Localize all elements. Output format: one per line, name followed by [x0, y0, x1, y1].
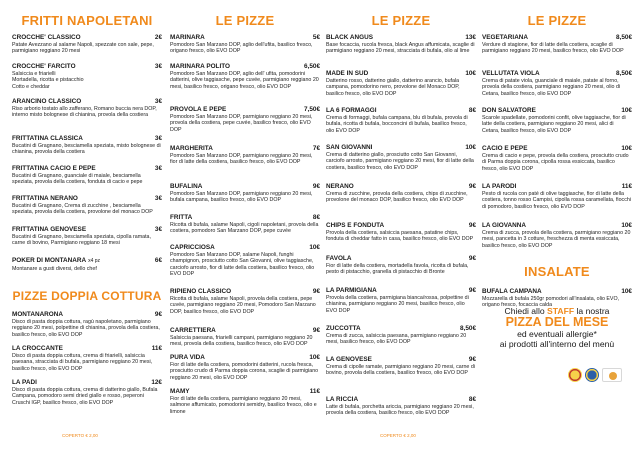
item-description: Pomodoro San Marzano DOP, parmigiano reggiano 20 mesi, bufala campana, basilico fresco, olio EVO DOP — [170, 190, 313, 204]
item-price: 9€ — [468, 287, 476, 294]
item-price: 7,50€ — [304, 106, 320, 113]
item-description: Crema di cipolle ramate, parmigiano reggiano 20 mesi, carne di bovino, provola della costiera, basilico fresco, olio EVO DOP — [326, 363, 475, 377]
item-price: 6€ — [154, 257, 162, 264]
item-price: 9€ — [312, 288, 320, 295]
menu-item-margherita — [170, 145, 320, 166]
item-description: Fior di latte della costiera, parmigiano reggiano 20 mesi, salmone affumicato, pomodorini semidry, basilico fresco, olio e limone — [170, 395, 317, 415]
item-description: Disco di pasta doppia cottura, crema di friarielli, salsiccia paesana, stracciata di bufala, parmigiano reggiano 20 mesi, basilico fresco, olio EVO DOP — [12, 352, 153, 372]
item-price: 8€ — [312, 214, 320, 221]
item-price: 2€ — [154, 34, 162, 41]
item-name: PROVOLA E PEPE — [170, 106, 227, 113]
item-name: BUFALA CAMPANA — [482, 288, 542, 295]
item-price: 10€ — [621, 145, 632, 152]
menu-item-crocche-farcito — [12, 63, 162, 90]
item-description: Pomodoro San Marzano DOP, aglio dell'ufita, basilico fresco, origano fresco, olio EVO DOP — [170, 41, 313, 55]
item-price: 11€ — [151, 345, 162, 352]
item-price: 3€ — [154, 63, 162, 70]
item-description: Crema di zucca, provola della costiera, parmigiano reggiano 20 mesi, pancetta in 3 cotture, freschezza di menta essiccata, basilico fresco, olio EVO DOP — [482, 229, 631, 249]
item-description: Bucatini di Gragnano, guanciale di maiale, besciamella speziata, provola della costiera, fonduta di cacio e pepe — [12, 172, 143, 186]
menu-item-header — [170, 244, 320, 251]
promo-line-4: ai prodotti all'interno del menù — [499, 339, 615, 349]
menu-item-header — [170, 288, 320, 295]
menu-item-bufalina — [170, 183, 320, 204]
item-price: 7€ — [312, 145, 320, 152]
item-price: 10€ — [621, 288, 632, 295]
item-price: 8,50€ — [460, 325, 476, 332]
item-description: Disco di pasta doppia cottura, ragù napoletano, parmigiano reggiano 20 mesi, polpettine di chianina, provola della costiera, basilico fresco, olio EVO DOP — [12, 318, 160, 338]
item-price: 3€ — [154, 135, 162, 142]
item-description: Fior di latte della costiera, pomodorini datterini, rucola fresca, prosciutto crudo di Parma doppia corona, scaglie di parmigiano reggiano 20 mesi, olio EVO DOP — [170, 361, 319, 381]
menu-item-header — [170, 106, 320, 113]
item-name: VEGETARIANA — [482, 34, 529, 41]
item-description: Pomodoro San Marzano DOP, parmigiano reggiano 20 mesi, provola della costiera, pepe cuvée, basilico fresco, olio EVO DOP — [170, 113, 313, 133]
item-price: 11€ — [309, 388, 320, 395]
item-description: Patate Avezzano al salame Napoli, spezzate con sale, pepe, parmigiano reggiano 20 mesi — [12, 41, 154, 55]
menu-item-header — [12, 165, 162, 172]
item-description: Riso arborio tostato allo zafferano, Romano buccia nera DOP, interno misto bolognese di chianina, provola della costiera — [12, 105, 157, 119]
menu-item-header — [482, 288, 632, 295]
item-price: 8,50€ — [616, 34, 632, 41]
menu-item-header — [326, 325, 476, 332]
menu-item-made-in-sud — [326, 70, 476, 97]
menu-item-header — [12, 257, 162, 265]
item-name: NERANO — [326, 183, 354, 190]
menu-item-header — [170, 388, 320, 395]
item-description: Crema di datterino giallo, prosciutto cotto San Giovanni, carciofo arrosto, parmigiano reggiano 20 mesi, fior di latte della costiera, basilico fresco, olio EVO DOP — [326, 151, 474, 171]
item-description: Pomodoro San Marzano DOP, aglio dell' ufita, pomodorini datterini, olive taggiasche, pepe cuvée, parmigiano reggiano 20 mesi, basilico fresco, origano fresco, olio EVO DOP — [170, 70, 319, 90]
quality-seal-icon — [602, 368, 622, 382]
item-name: FRITTATINA GENOVESE — [12, 226, 87, 233]
menu-item-header — [12, 311, 162, 318]
menu-item-header — [12, 345, 162, 352]
certification-logos — [568, 368, 622, 382]
menu-item-vegetariana — [482, 34, 632, 55]
item-description: Disco di pasta doppia cottura, crema di datterino giallo, Bufala Campana, pomodoro semi dried giallo e rosso, peperoni Cruschi IGP, basilico fresco, olio EVO DOP — [12, 386, 158, 406]
item-name: CROCCHE' FARCITO — [12, 63, 76, 70]
item-name: MARINARA POLITO — [170, 63, 230, 70]
menu-item-header — [482, 222, 632, 229]
menu-item-frittatina-classica — [12, 135, 162, 156]
item-price: 3€ — [154, 226, 162, 233]
item-description: Salsiccia paesana, friarielli campani, parmigiano reggiano 20 mesi, provola della costiera, basilico fresco, olio EVO DOP — [170, 334, 313, 348]
menu-item-header — [326, 183, 476, 190]
menu-item-favola — [326, 255, 476, 276]
item-description: Ricotta di bufala, salame Napoli, cigoli napoletani, provola della costiera, pomodoro San Marzano DOP, pepe cuvée — [170, 221, 319, 235]
menu-item-la-parmigiana — [326, 287, 476, 314]
item-name: SAN GIOVANNI — [326, 144, 373, 151]
item-name: MARINARA — [170, 34, 205, 41]
menu-item-la-padi — [12, 379, 162, 406]
menu-item-header — [326, 144, 476, 151]
item-name: LA PARODI — [482, 183, 517, 190]
menu-item-crocche-classico — [12, 34, 162, 55]
coperto-note-right: COPERTO € 2,00 — [380, 433, 416, 438]
item-name: CROCCHE' CLASSICO — [12, 34, 81, 41]
item-price: 10€ — [309, 354, 320, 361]
item-name: LA PADI — [12, 379, 37, 386]
promo-headline: PIZZA DEL MESE — [505, 315, 609, 329]
igp-logo-icon — [585, 368, 599, 382]
item-description: Verdure di stagione, fior di latte della costiera, scaglie di parmigiano reggiano 20 mesi, basilico fresco, olio EVO DOP — [482, 41, 624, 55]
item-price: 6,50€ — [304, 63, 320, 70]
menu-item-frittatina-cacio-e-pepe — [12, 165, 162, 186]
item-name: DON SALVATORE — [482, 107, 536, 114]
menu-item-mamy — [170, 388, 320, 415]
item-name: ZUCCOTTA — [326, 325, 361, 332]
item-description: Base focaccia, rucola fresca, black Angus affumicata, scaglie di parmigiano reggiano 20 mesi, stracciata di bufala, olio al lime — [326, 41, 475, 55]
item-name: FRITTATINA CACIO E PEPE — [12, 165, 96, 172]
menu-item-cacio-e-pepe — [482, 145, 632, 172]
item-name: LA RICCIA — [326, 396, 359, 403]
item-name: POKER DI MONTANARA — [12, 257, 87, 264]
menu-item-header — [482, 34, 632, 41]
item-description: Crema di patate viola, guanciale di maiale, patate al forno, provola della costiera, parmigiano reggiano 20 mesi, olio di Cetara, basilico fresco, olio EVO DOP — [482, 77, 621, 97]
item-name: FRITTATINA CLASSICA — [12, 135, 83, 142]
item-price: 9€ — [154, 311, 162, 318]
promo-text-a: Chiedi allo — [504, 306, 548, 316]
menu-item-ripieno-classico — [170, 288, 320, 315]
menu-item-header — [326, 222, 476, 229]
menu-item-header — [12, 195, 162, 202]
insalate-title: INSALATE — [524, 264, 590, 279]
menu-item-la-riccia — [326, 396, 476, 417]
dop-logo-icon — [568, 368, 582, 382]
item-description: Crema di zucca, salsiccia paesana, parmigiano reggiano 20 mesi, basilico fresco, olio EVO DOP — [326, 332, 467, 346]
item-description: Provola della costiera, parmigiana bianca/rossa, polpettine di chianina, parmigiano reggiano 20 mesi, basilico fresco, olio EVO DOP — [326, 294, 469, 314]
item-name: LA GIOVANNA — [482, 222, 527, 229]
pizze-title-1: LE PIZZE — [215, 13, 275, 28]
menu-item-arancino-classico — [12, 98, 162, 119]
menu-item-header — [12, 34, 162, 41]
item-name: CACIO E PEPE — [482, 145, 528, 152]
menu-item-header — [326, 107, 476, 114]
menu-item-la-croccante — [12, 345, 162, 372]
menu-item-fritta — [170, 214, 320, 235]
menu-item-frittatina-nerano — [12, 195, 162, 216]
menu-item-la-6-formaggi — [326, 107, 476, 134]
item-name: MAMY — [170, 388, 190, 395]
menu-item-la-giovanna — [482, 222, 632, 249]
menu-item-san-giovanni — [326, 144, 476, 171]
menu-item-header — [170, 183, 320, 190]
item-price: 3€ — [154, 98, 162, 105]
menu-item-header — [170, 63, 320, 70]
menu-item-header — [170, 145, 320, 152]
item-price: 9€ — [468, 255, 476, 262]
item-name: MADE IN SUD — [326, 70, 369, 77]
item-name: LA GENOVESE — [326, 356, 372, 363]
menu-item-chips-e-fonduta — [326, 222, 476, 243]
item-price: 8,50€ — [616, 70, 632, 77]
item-name: BUFALINA — [170, 183, 203, 190]
item-price: 9€ — [468, 183, 476, 190]
item-name: PURA VIDA — [170, 354, 205, 361]
item-name: VELLUTATA VIOLA — [482, 70, 540, 77]
menu-item-carrettiera — [170, 327, 320, 348]
menu-item-header — [326, 396, 476, 403]
menu-item-black-angus — [326, 34, 476, 55]
menu-item-header — [12, 63, 162, 70]
pizze-title-2: LE PIZZE — [371, 13, 431, 28]
menu-item-nerano — [326, 183, 476, 204]
item-description: Crema di zucchine, provola della costiera, chips di zucchine, provolone del monaco DOP, basilico fresco, olio EVO DOP — [326, 190, 468, 204]
menu-item-capricciosa — [170, 244, 320, 278]
menu-item-header — [326, 70, 476, 77]
item-price: 11€ — [621, 183, 632, 190]
pizza-del-mese-promo — [482, 306, 632, 349]
item-name: CARRETTIERA — [170, 327, 216, 334]
item-name: CAPRICCIOSA — [170, 244, 215, 251]
item-price: 9€ — [468, 356, 476, 363]
item-price: 13€ — [465, 34, 476, 41]
item-description: Bucatini di Gragnano, besciamella speziata, cipolla ramata, carne di bovino, Parmigiano reggiano 18 mesi — [12, 233, 151, 247]
menu-item-vellutata-viola — [482, 70, 632, 97]
item-price: 8€ — [468, 396, 476, 403]
menu-item-header — [326, 255, 476, 262]
item-price: 10€ — [309, 244, 320, 251]
menu-item-header — [326, 287, 476, 294]
menu-item-header — [482, 145, 632, 152]
item-description: Pomodoro San Marzano DOP, salame Napoli, funghi champignon, prosciutto cotto San Giovanni, olive taggiasche, carciofo arrosto, fior di latte della costiera, basilico fresco, olio EVO DOP — [170, 251, 315, 278]
item-price: 3€ — [154, 165, 162, 172]
item-name: FRITTATINA NERANO — [12, 195, 78, 202]
item-description: Bucatini di Gragnano, Crema di zucchine , besciamella speziata, provola della costiera, provolone del monaco DOP — [12, 202, 153, 216]
promo-staff: STAFF — [547, 306, 575, 316]
item-name: FAVOLA — [326, 255, 352, 262]
item-price: 8€ — [468, 107, 476, 114]
item-quantity-note: x4 pz — [88, 258, 101, 264]
item-name: LA 6 FORMAGGI — [326, 107, 377, 114]
item-name: MARGHERITA — [170, 145, 213, 152]
item-price: 10€ — [621, 222, 632, 229]
item-price: 12€ — [151, 379, 162, 386]
menu-item-la-parodi — [482, 183, 632, 210]
item-description: Pomodoro San Marzano DOP, parmigiano reggiano 20 mesi, fior di latte della costiera, basilico fresco, olio EVO DOP — [170, 152, 313, 166]
item-description: Latte di bufala, porchetta ariccia, parmigiano reggiano 20 mesi, provola della costiera, basilico fresco, olio EVO DOP — [326, 403, 474, 417]
item-name: MONTANARONA — [12, 311, 63, 318]
item-price: 10€ — [465, 70, 476, 77]
item-description: Bucatini di Gragnano, besciamella speziata, misto bolognese di chianina, provola della costiera — [12, 142, 161, 156]
menu-item-provola-e-pepe — [170, 106, 320, 133]
pizze-title-3: LE PIZZE — [527, 13, 587, 28]
menu-item-montanarona — [12, 311, 162, 338]
item-name: LA PARMIGIANA — [326, 287, 377, 294]
menu-item-header — [12, 135, 162, 142]
item-price: 10€ — [621, 107, 632, 114]
item-name: FRITTA — [170, 214, 193, 221]
coperto-note-left: COPERTO € 2,00 — [62, 433, 98, 438]
item-description: Crema di formaggi, bufala campana, blu di bufala, provola di bufala, ricotta di bufala, bocconcini di bufala, basilico fresco, olio EVO DOP — [326, 114, 468, 134]
menu-item-header — [326, 34, 476, 41]
item-price: 5€ — [312, 34, 320, 41]
menu-item-header — [482, 107, 632, 114]
menu-item-marinara-polito — [170, 63, 320, 90]
item-price: 3€ — [154, 195, 162, 202]
menu-item-marinara — [170, 34, 320, 55]
menu-item-pura-vida — [170, 354, 320, 381]
promo-text-c: la nostra — [574, 306, 610, 316]
item-name: ARANCINO CLASSICO — [12, 98, 82, 105]
doppia-title: PIZZE DOPPIA COTTURA — [12, 289, 162, 303]
menu-item-zuccotta — [326, 325, 476, 346]
item-description: Ricotta di bufala, salame Napoli, provola della costiera, pepe cuvée, parmigiano reggiano 20 mesi, Pomodoro San Marzano DOP, basilico fresco, olio EVO DOP — [170, 295, 316, 315]
item-description: Salsiccia e friarielli Mortadella, ricotta e pistacchio Cotto e cheddar — [12, 70, 84, 90]
item-name: RIPIENO CLASSICO — [170, 288, 232, 295]
item-description: Fior di latte della costiera, mortadella favola, ricotta di bufala, pesto di pistacchio, granella di pistacchio di Bronte — [326, 262, 469, 276]
menu-item-don-salvatore — [482, 107, 632, 134]
menu-item-header — [170, 34, 320, 41]
menu-item-header — [482, 183, 632, 190]
item-description: Crema di cacio e pepe, provola della costiera, prosciutto crudo di Parma doppia corona, cipolla rossa essiccata, basilico fresco, olio EVO DOP — [482, 152, 629, 172]
promo-line-3: ed eventuali allergie* — [517, 329, 597, 339]
menu-item-frittatina-genovese — [12, 226, 162, 247]
item-description: Provola della costiera, salsiccia paesana, patatine chips, fonduta di cheddar fatto in casa, basilico fresco, olio EVO DOP — [326, 229, 474, 243]
item-price: 9€ — [468, 222, 476, 229]
item-description: Montanare a gusti diversi, dello chef — [12, 265, 97, 272]
menu-item-header — [326, 356, 476, 363]
menu-item-header — [12, 379, 162, 386]
menu-item-header — [482, 70, 632, 77]
item-description: Scarole spadellate, pomodorini confit, olive taggiasche, fior di latte della costiera, parmigiano reggiano 20 mesi, alici di Cetara, basilico fresco, olio EVO DOP — [482, 114, 626, 134]
menu-item-header — [170, 354, 320, 361]
menu-item-header — [170, 214, 320, 221]
item-name: CHIPS E FONDUTA — [326, 222, 385, 229]
menu-item-header — [12, 226, 162, 233]
item-name: LA CROCCANTE — [12, 345, 63, 352]
item-price: 9€ — [312, 183, 320, 190]
item-name: BLACK ANGUS — [326, 34, 373, 41]
item-description: Datterino rosso, datterino giallo, datterino arancio, bufala campana, pomodorino nero, provolone del Monaco DOP, basilico fresco, olio EVO DOP — [326, 77, 460, 97]
item-price: 10€ — [465, 144, 476, 151]
item-description: Pesto di rucola con paté di olive taggiasche, fior di latte della costiera, tonno rosso Campisi, cipolla rossa caramellata, fiocchi di pomodoro, basilico fresco, olio EVO DOP — [482, 190, 631, 210]
menu-item-header — [12, 98, 162, 105]
item-price: 9€ — [312, 327, 320, 334]
item-description: Mozzarella di bufala 250gr pomodori all'insalata, olio EVO, origano fresco, focaccia calda — [482, 295, 620, 309]
fritti-title: FRITTI NAPOLETANI — [21, 13, 153, 28]
menu-item-la-genovese — [326, 356, 476, 377]
menu-item-poker-di-montanara — [12, 257, 162, 272]
menu-item-header — [170, 327, 320, 334]
